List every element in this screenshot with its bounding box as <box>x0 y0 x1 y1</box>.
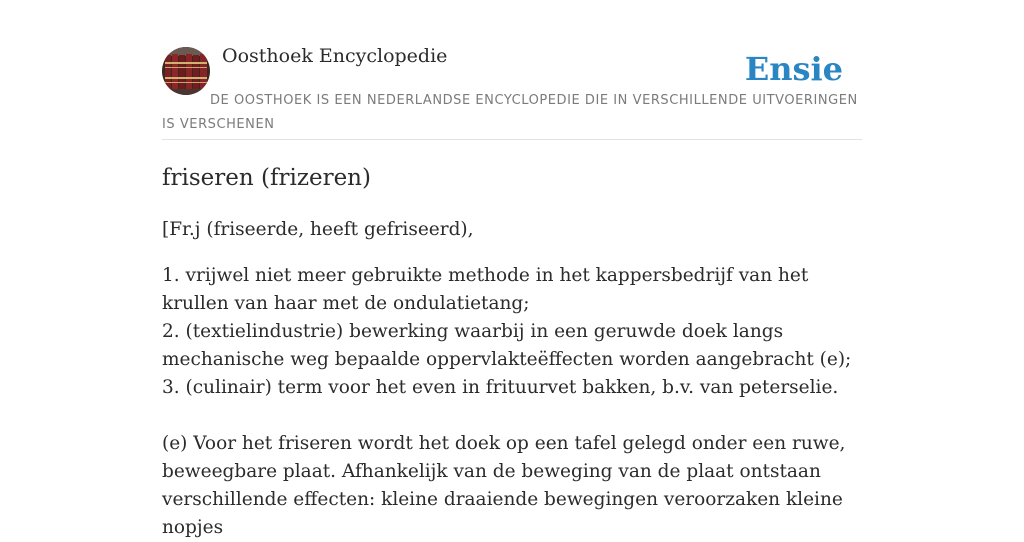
source-avatar[interactable] <box>162 47 210 95</box>
ensie-logo[interactable]: Ensie <box>744 50 843 88</box>
article-note: (e) Voor het friseren wordt het doek op een tafel gelegd onder een ruwe, beweegbare plaat. Afhankelijk van de beweging van de plaat ontstaan verschillende effecten: kleine draaiende bewegingen veroorzaken kleine nopjes <box>162 433 846 538</box>
encyclopedia-books-icon <box>162 47 210 95</box>
header-divider <box>162 139 862 140</box>
article-body <box>162 216 862 542</box>
article-definitions: 1. vrijwel niet meer gebruikte methode in het kappersbedrijf van het krullen van haar met de ondulatietang; 2. (textielindustrie) bewerking waarbij in een geruwde doek langs mechanische weg bepaalde oppervlakteëffecten worden aangebracht (e); 3. (culinair) term voor het even in frituurvet bakken, b.v. van peterselie. <box>162 265 852 398</box>
article-title: friseren (frizeren) <box>162 165 371 191</box>
source-description: DE OOSTHOEK IS EEN NEDERLANDSE ENCYCLOPEDIE DIE IN VERSCHILLENDE UITVOERINGEN IS VERSCHENEN <box>162 93 858 132</box>
source-name-link[interactable]: Oosthoek Encyclopedie <box>222 45 448 67</box>
article-etymology: [Fr.j (friseerde, heeft gefriseerd), <box>162 219 474 240</box>
